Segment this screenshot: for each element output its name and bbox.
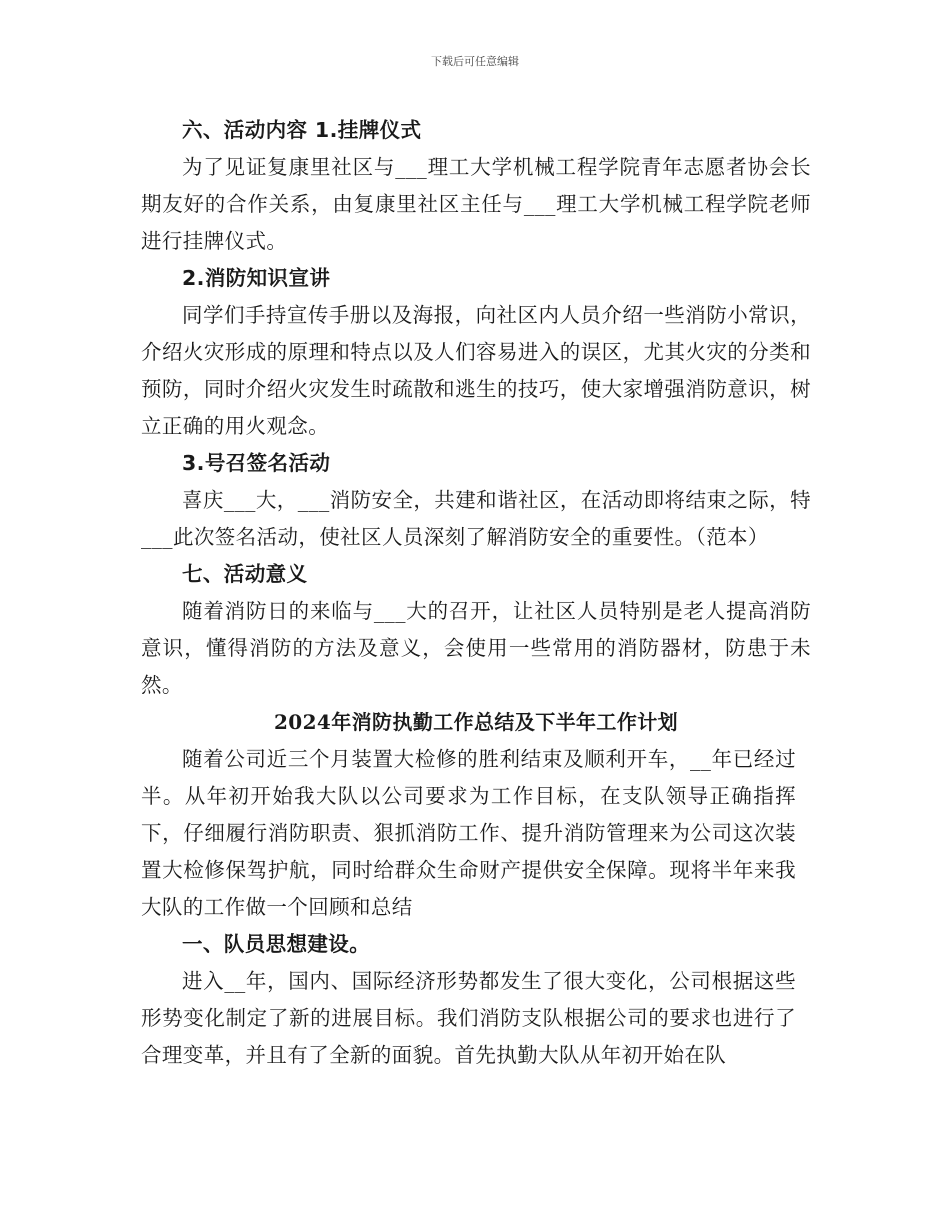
paragraph: 进入__年，国内、国际经济形势都发生了很大变化，公司根据这些形势变化制定了新的进展目标。我们消防支队根据公司的要求也进行了合理变革，并且有了全新的面貌。首先执勤大队从年初开始在队	[141, 969, 796, 1067]
section-heading: 一、队员思想建设。	[182, 932, 371, 956]
section-heading: 七、活动意义	[182, 562, 308, 586]
paragraph: 喜庆___大，___消防安全，共建和谐社区，在活动即将结束之际，特___此次签名活动，使社区人员深刻了解消防安全的重要性。（范本）	[141, 488, 811, 549]
paragraph: 同学们手持宣传手册以及海报，向社区内人员介绍一些消防小常识，介绍火灾形成的原理和特点以及人们容易进入的误区，尤其火灾的分类和预防，同时介绍火灾发生时疏散和逃生的技巧，使大家增强消防意识，树立正确的用火观念。	[141, 303, 811, 438]
paragraph: 随着公司近三个月装置大检修的胜利结束及顺利开车，__年已经过半。从年初开始我大队以公司要求为工作目标，在支队领导正确指挥下，仔细履行消防职责、狠抓消防工作、提升消防管理来为公司这次装置大检修保驾护航，同时给群众生命财产提供安全保障。现将半年来我大队的工作做一个回顾和总结	[141, 747, 796, 919]
paragraph: 随着消防日的来临与___大的召开，让社区人员特别是老人提高消防意识，懂得消防的方法及意义，会使用一些常用的消防器材，防患于未然。	[141, 599, 811, 697]
header-note: 下载后可任意编辑	[431, 55, 519, 68]
section-heading: 3.号召签名活动	[182, 451, 331, 475]
section-heading: 六、活动内容 1.挂牌仪式	[182, 118, 422, 142]
section-heading: 2.消防知识宣讲	[182, 266, 331, 290]
document-body	[141, 112, 811, 1074]
document-title: 2024年消防执勤工作总结及下半年工作计划	[273, 710, 679, 734]
paragraph: 为了见证复康里社区与___理工大学机械工程学院青年志愿者协会长期友好的合作关系，由复康里社区主任与___理工大学机械工程学院老师进行挂牌仪式。	[141, 155, 811, 253]
